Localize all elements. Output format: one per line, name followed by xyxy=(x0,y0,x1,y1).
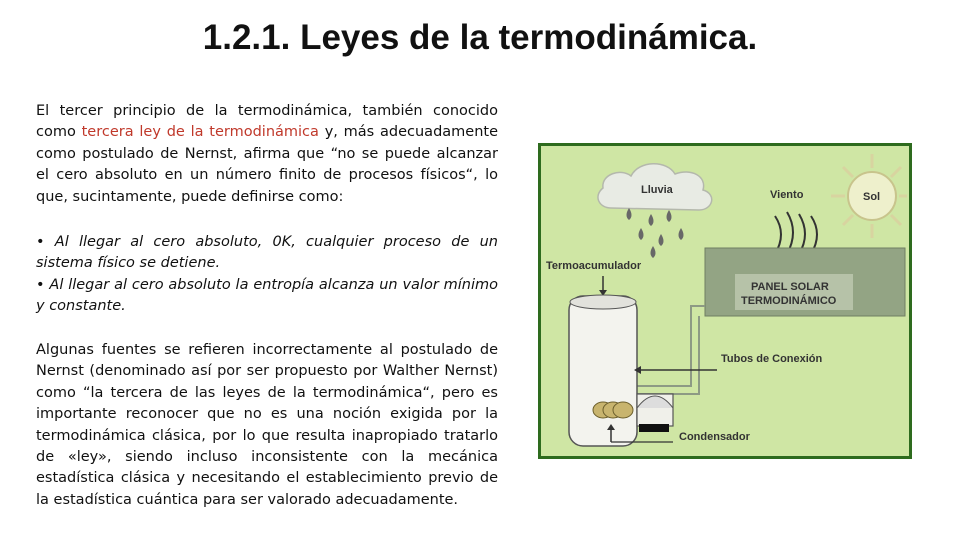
paragraph-nernst: Algunas fuentes se refieren incorrectamente al postulado de Nernst (denominado así por ser propuesto por Walther Nernst) como “la tercera de las leyes de la termodinámica“, pero es importante reconocer que no es una noción exigida por la termodinámica clásica, por lo que resulta inapropiado tratarlo de «ley», siendo incluso inconsistente con la mecánica estadística clásica y necesitando el establecimiento previo de la estadística cuántica para ser valorado adecuadamente. xyxy=(36,342,498,508)
diagram-svg xyxy=(541,146,909,456)
wind-label: Viento xyxy=(770,189,804,201)
highlighted-term: tercera ley de la termodinámica xyxy=(81,124,319,141)
paragraph-text: y, más adecuadamente como postulado de Nernst, afirma que “no se puede alcanzar el cero absoluto en un número finito de procesos físicos“, lo que, sucintamente, puede definirse como: xyxy=(36,124,498,205)
connection-pipes xyxy=(635,306,705,394)
panel-label-line1: PANEL SOLAR xyxy=(751,281,829,293)
storage-tank-label: Termoacumulador xyxy=(546,260,642,272)
storage-tank xyxy=(569,295,637,446)
bullet-item: • Al llegar al cero absoluto, 0K, cualquier proceso de un sistema físico se detiene. xyxy=(36,234,498,272)
raindrops-icon xyxy=(627,208,684,258)
bullet-list xyxy=(36,232,498,318)
condenser-label: Condensador xyxy=(679,431,750,443)
page-title: 1.2.1. Leyes de la termodinámica. xyxy=(202,18,758,57)
panel-label-line2: TERMODINÁMICO xyxy=(741,295,837,307)
sun-label: Sol xyxy=(863,191,881,203)
paragraph-text: El tercer principio de la termodinámica, también conocido como xyxy=(36,103,498,141)
bullet-item: • Al llegar al cero absoluto la entropía alcanza un valor mínimo y constante. xyxy=(36,276,498,315)
tubes-label: Tubos de Conexión xyxy=(721,353,823,365)
condenser xyxy=(637,394,673,432)
paragraph-third-law xyxy=(36,101,498,208)
rain-label: Lluvia xyxy=(641,184,673,196)
solar-thermodynamic-diagram xyxy=(538,143,912,459)
